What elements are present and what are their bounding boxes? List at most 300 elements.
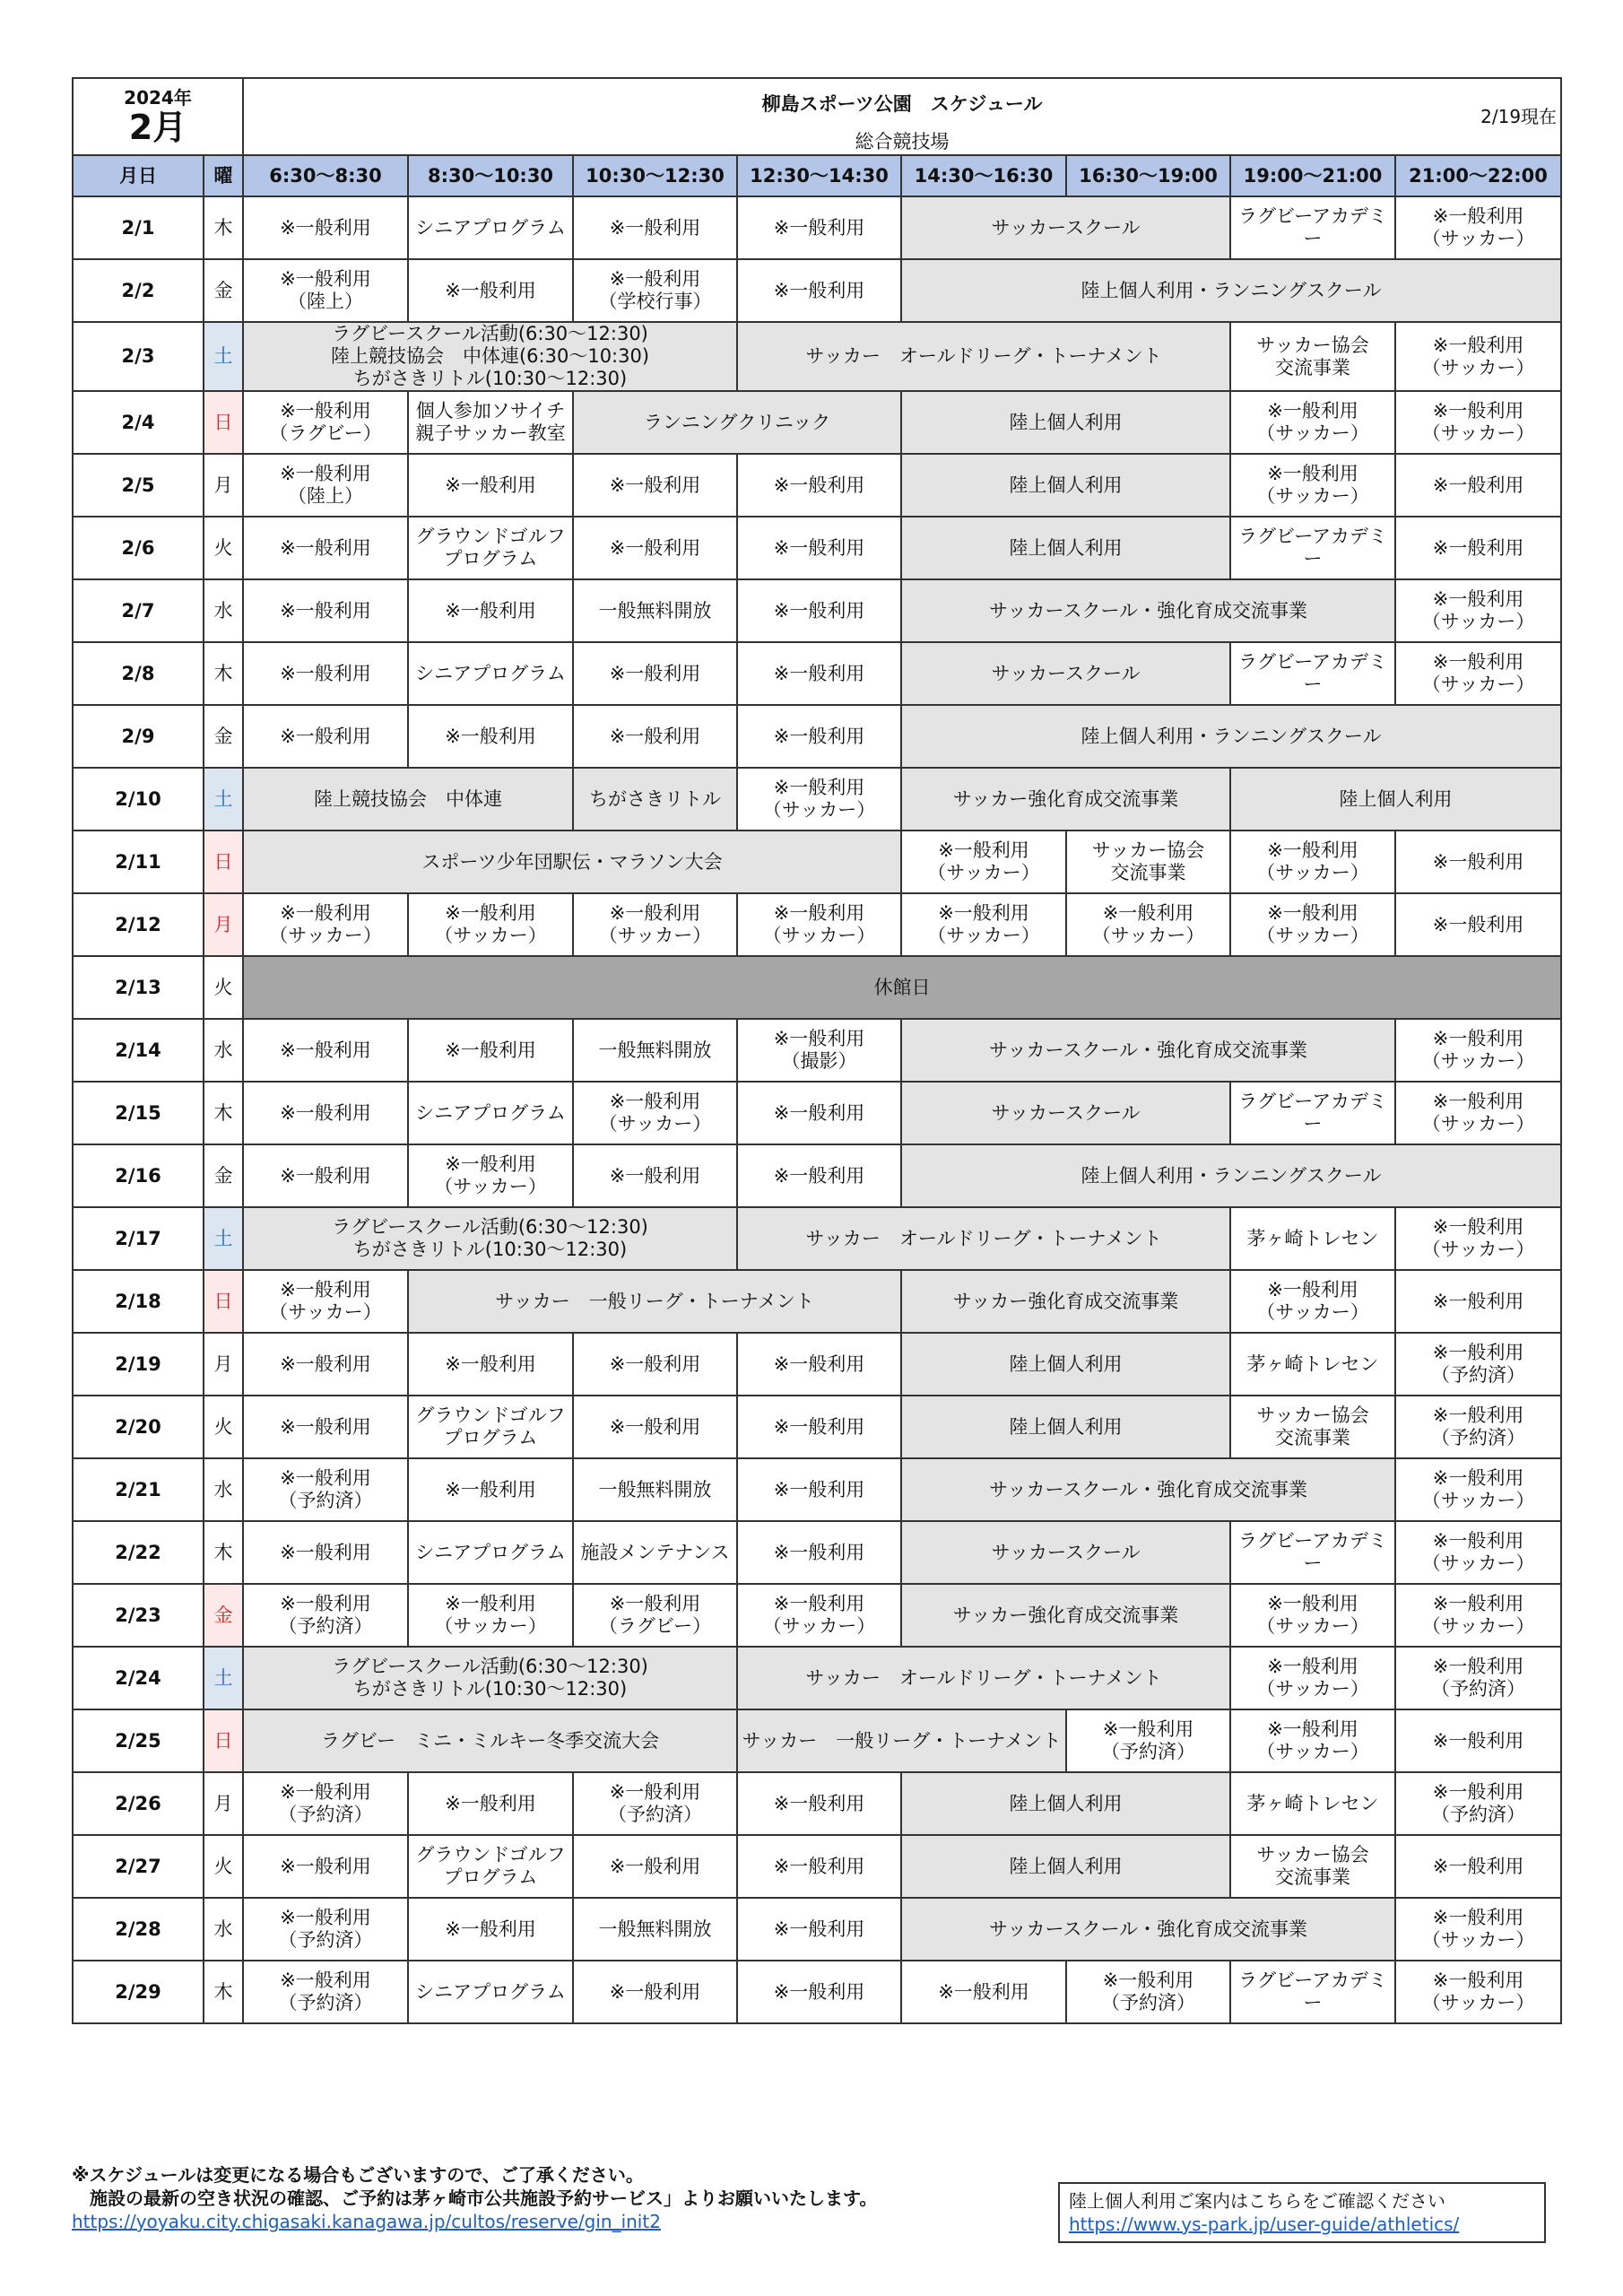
schedule-cell — [1230, 642, 1395, 705]
date-cell: 2/19 — [73, 1333, 204, 1396]
schedule-cell — [1066, 831, 1230, 893]
cell-text: ※一般利用 — [445, 1478, 536, 1500]
schedule-cell — [1230, 322, 1395, 391]
cell-text: ちがさきリトル(10:30〜12:30) — [352, 368, 628, 389]
cell-text: （予約済） — [278, 1929, 373, 1951]
date-cell: 2/7 — [73, 579, 204, 642]
day-row — [73, 1709, 1561, 1772]
cell-text: 交流事業 — [1275, 356, 1351, 378]
cell-text: （サッカー） — [927, 925, 1040, 946]
cell-text: ※一般利用 — [609, 216, 701, 239]
schedule-cell — [408, 893, 573, 956]
cell-text: 一般無料開放 — [598, 1039, 712, 1061]
cell-text: 一般無料開放 — [598, 1918, 712, 1940]
cell-text: ※一般利用 — [1267, 839, 1358, 861]
cell-text: ※一般利用 — [773, 1352, 865, 1375]
schedule-cell — [1395, 579, 1561, 642]
cell-text: サッカー オールドリーグ・トーナメント — [805, 1227, 1162, 1249]
cell-text: ※一般利用 — [445, 1593, 536, 1614]
cell-text: （サッカー） — [1256, 925, 1369, 946]
cell-text: ※一般利用 — [609, 268, 701, 290]
cell-text: （サッカー） — [1421, 228, 1535, 249]
schedule-cell — [901, 705, 1561, 768]
cell-text: ※一般利用 — [445, 1039, 536, 1061]
date-cell: 2/20 — [73, 1396, 204, 1458]
cell-text: （サッカー） — [1256, 422, 1369, 444]
schedule-cell — [901, 1961, 1066, 2023]
schedule-cell — [737, 1207, 1230, 1270]
schedule-cell — [737, 1521, 901, 1584]
schedule-cell — [1066, 1961, 1230, 2023]
schedule-cell — [573, 1396, 737, 1458]
cell-text: （撮影） — [781, 1050, 857, 1072]
cell-text: サッカー強化育成交流事業 — [952, 1290, 1179, 1312]
day-row — [73, 1396, 1561, 1458]
cell-text: ※一般利用 — [773, 777, 865, 798]
schedule-cell — [901, 1019, 1395, 1082]
cell-text: 茅ヶ崎トレセン — [1246, 1352, 1379, 1375]
cell-text: ラグビースクール活動(6:30〜12:30) — [332, 1216, 648, 1238]
note-line-2: 施設の最新の空き状況の確認、ご予約は茅ヶ崎市公共施設予約サービス」よりお願いいたします。 — [72, 2187, 878, 2209]
note-line-1: ※スケジュールは変更になる場合もございますので、ご了承ください。 — [72, 2164, 644, 2186]
slot-header: 10:30〜12:30 — [573, 155, 737, 196]
cell-text: グラウンドゴルフ — [415, 1844, 566, 1866]
day-row — [73, 1521, 1561, 1584]
cell-text: ※一般利用 — [1432, 1781, 1524, 1803]
schedule-cell — [737, 642, 901, 705]
cell-text: （サッカー） — [1421, 674, 1535, 695]
schedule-cell — [1230, 1270, 1395, 1333]
schedule-cell — [573, 893, 737, 956]
page-title-cell — [243, 78, 1561, 130]
schedule-cell — [1395, 642, 1561, 705]
day-row — [73, 1898, 1561, 1961]
schedule-cell — [901, 391, 1230, 454]
dow-cell: 木 — [204, 1082, 243, 1144]
schedule-cell — [243, 579, 408, 642]
athletics-guide-link[interactable]: https://www.ys-park.jp/user-guide/athletics/ — [1069, 2213, 1460, 2235]
schedule-cell — [1066, 1709, 1230, 1772]
cell-text: （サッカー） — [1421, 1615, 1535, 1637]
cell-text: ※一般利用 — [280, 400, 371, 422]
cell-text: （予約済） — [608, 1804, 703, 1825]
cell-text: （サッカー） — [1421, 1050, 1535, 1072]
cell-text: ※一般利用 — [1432, 1970, 1524, 1991]
cell-text: ※一般利用 — [1432, 1216, 1524, 1238]
day-row — [73, 1647, 1561, 1709]
cell-text: ※一般利用 — [280, 536, 371, 559]
date-cell: 2/11 — [73, 831, 204, 893]
dow-cell: 木 — [204, 196, 243, 259]
cell-text: ※一般利用 — [280, 1907, 371, 1928]
cell-text: （予約済） — [1431, 1364, 1526, 1386]
cell-text: ※一般利用 — [1102, 1970, 1194, 1991]
cell-text: ちがさきリトル(10:30〜12:30) — [352, 1678, 628, 1700]
schedule-cell — [243, 1898, 408, 1961]
schedule-cell — [408, 1772, 573, 1835]
schedule-cell — [1230, 517, 1395, 579]
cell-text: （予約済） — [1431, 1678, 1526, 1700]
cell-text: 陸上個人利用 — [1009, 1855, 1123, 1877]
cell-text: （予約済） — [278, 1992, 373, 2013]
date-cell: 2/5 — [73, 454, 204, 517]
schedule-cell — [901, 1333, 1230, 1396]
schedule-cell — [573, 1961, 737, 2023]
day-row — [73, 956, 1561, 1019]
cell-text: ※一般利用 — [609, 1164, 701, 1187]
schedule-cell — [901, 1898, 1395, 1961]
date-cell: 2/3 — [73, 322, 204, 391]
schedule-cell — [1395, 1898, 1561, 1961]
schedule-cell — [901, 1270, 1230, 1333]
schedule-cell — [737, 1396, 901, 1458]
cell-text: プログラム — [443, 548, 538, 570]
schedule-cell — [243, 259, 408, 322]
cell-text: プログラム — [443, 1866, 538, 1888]
schedule-cell — [573, 1584, 737, 1647]
schedule-cell — [737, 196, 901, 259]
date-cell: 2/18 — [73, 1270, 204, 1333]
day-row — [73, 1835, 1561, 1898]
slot-header: 16:30〜19:00 — [1066, 155, 1230, 196]
reservation-link[interactable]: https://yoyaku.city.chigasaki.kanagawa.jp/cultos/reserve/gin_init2 — [72, 2211, 661, 2232]
slot-header: 19:00〜21:00 — [1230, 155, 1395, 196]
schedule-cell — [1395, 1647, 1561, 1709]
schedule-cell — [901, 831, 1066, 893]
cell-text: ※一般利用 — [280, 725, 371, 747]
schedule-cell — [408, 579, 573, 642]
cell-text: ※一般利用 — [1102, 902, 1194, 924]
cell-text: サッカー強化育成交流事業 — [952, 1604, 1179, 1626]
cell-text: ※一般利用 — [1267, 1279, 1358, 1300]
month-label: 2月 — [128, 108, 187, 147]
cell-text: サッカースクール・強化育成交流事業 — [988, 1918, 1308, 1940]
schedule-cell — [1230, 1709, 1395, 1772]
dow-cell: 日 — [204, 831, 243, 893]
date-cell: 2/14 — [73, 1019, 204, 1082]
cell-text: （サッカー） — [1421, 1929, 1535, 1951]
schedule-cell — [243, 454, 408, 517]
cell-text: ※一般利用 — [445, 599, 536, 622]
date-cell: 2/2 — [73, 259, 204, 322]
cell-text: （サッカー） — [1421, 1552, 1535, 1574]
cell-text: ※一般利用 — [280, 1164, 371, 1187]
cell-text: （陸上） — [288, 485, 364, 507]
schedule-cell — [1230, 1333, 1395, 1396]
cell-text: （サッカー） — [1256, 1615, 1369, 1637]
cell-text: 陸上個人利用 — [1009, 1792, 1123, 1814]
schedule-cell — [737, 259, 901, 322]
schedule-cell — [737, 1835, 901, 1898]
schedule-cell — [243, 642, 408, 705]
day-row — [73, 1584, 1561, 1647]
cell-text: ※一般利用 — [1432, 400, 1524, 422]
schedule-cell — [573, 705, 737, 768]
cell-text: ※一般利用 — [445, 1352, 536, 1375]
schedule-cell — [1395, 1396, 1561, 1458]
schedule-cell — [1395, 454, 1561, 517]
cell-text: 交流事業 — [1110, 862, 1186, 883]
schedule-cell — [1395, 1207, 1561, 1270]
schedule-cell — [1230, 1584, 1395, 1647]
schedule-cell — [1395, 1772, 1561, 1835]
schedule-cell — [573, 1458, 737, 1521]
cell-text: ※一般利用 — [773, 599, 865, 622]
cell-text: 交流事業 — [1275, 1427, 1351, 1448]
date-cell: 2/23 — [73, 1584, 204, 1647]
schedule-cell — [243, 1458, 408, 1521]
cell-text: ※一般利用 — [773, 662, 865, 684]
day-row — [73, 893, 1561, 956]
schedule-cell — [573, 1772, 737, 1835]
cell-text: 陸上個人利用 — [1009, 1352, 1123, 1375]
cell-text: ※一般利用 — [280, 1855, 371, 1877]
schedule-cell — [1395, 517, 1561, 579]
schedule-cell — [408, 196, 573, 259]
cell-text: ※一般利用 — [1432, 1342, 1524, 1363]
cell-text: ※一般利用 — [1432, 205, 1524, 227]
cell-text: （予約済） — [1431, 1804, 1526, 1825]
schedule-cell — [1395, 1270, 1561, 1333]
schedule-cell — [573, 1082, 737, 1144]
schedule-cell — [737, 1772, 901, 1835]
dow-cell: 木 — [204, 642, 243, 705]
schedule-cell — [737, 1898, 901, 1961]
page-title: 柳島スポーツ公園 スケジュール — [761, 93, 1043, 115]
cell-text: ※一般利用 — [1432, 850, 1524, 873]
schedule-cell — [408, 517, 573, 579]
schedule-cell — [737, 768, 901, 831]
cell-text: ※一般利用 — [1432, 1593, 1524, 1614]
schedule-cell — [408, 1835, 573, 1898]
dow-cell: 金 — [204, 1144, 243, 1207]
cell-text: ラグビーアカデミー — [1238, 1970, 1387, 2013]
cell-text: （サッカー） — [598, 925, 712, 946]
cell-text: ※一般利用 — [609, 902, 701, 924]
date-cell: 2/4 — [73, 391, 204, 454]
cell-text: サッカー オールドリーグ・トーナメント — [805, 345, 1162, 367]
date-cell: 2/24 — [73, 1647, 204, 1709]
cell-text: サッカー オールドリーグ・トーナメント — [805, 1666, 1162, 1689]
day-row — [73, 1458, 1561, 1521]
cell-text: ※一般利用 — [773, 1593, 865, 1614]
cell-text: シニアプログラム — [415, 216, 566, 239]
schedule-cell — [901, 454, 1230, 517]
cell-text: （サッカー） — [762, 799, 876, 821]
cell-text: ※一般利用 — [445, 474, 536, 496]
cell-text: ※一般利用 — [280, 268, 371, 290]
year-label: 2024年 — [124, 87, 192, 109]
dow-cell: 日 — [204, 1270, 243, 1333]
year-month-cell — [73, 78, 243, 155]
day-row — [73, 454, 1561, 517]
schedule-cell — [1395, 196, 1561, 259]
slot-header: 8:30〜10:30 — [408, 155, 573, 196]
cell-text: サッカー協会 — [1256, 334, 1369, 356]
cell-text: サッカースクール — [991, 662, 1141, 684]
day-row — [73, 391, 1561, 454]
cell-text: （予約済） — [1101, 1741, 1196, 1762]
schedule-cell — [1230, 1835, 1395, 1898]
cell-text: ※一般利用 — [1432, 474, 1524, 496]
date-cell: 2/12 — [73, 893, 204, 956]
schedule-cell — [243, 1961, 408, 2023]
dow-cell: 水 — [204, 1019, 243, 1082]
schedule-cell — [573, 1521, 737, 1584]
cell-text: ※一般利用 — [1267, 400, 1358, 422]
schedule-cell — [573, 1144, 737, 1207]
cell-text: ※一般利用 — [773, 1855, 865, 1877]
cell-text: ※一般利用 — [609, 1091, 701, 1112]
day-row — [73, 196, 1561, 259]
schedule-cell — [243, 391, 408, 454]
schedule-cell — [1230, 831, 1395, 893]
cell-text: 陸上個人利用・ランニングスクール — [1081, 1164, 1382, 1187]
cell-text: 陸上個人利用 — [1009, 536, 1123, 559]
cell-text: ※一般利用 — [1267, 1718, 1358, 1740]
cell-text: サッカー協会 — [1256, 1844, 1369, 1866]
cell-text: ※一般利用 — [1432, 913, 1524, 935]
cell-text: ※一般利用 — [609, 1593, 701, 1614]
cell-text: ※一般利用 — [773, 1918, 865, 1940]
cell-text: ※一般利用 — [1432, 1907, 1524, 1928]
dow-cell: 金 — [204, 1584, 243, 1647]
cell-text: （サッカー） — [1256, 1678, 1369, 1700]
cell-text: ラグビースクール活動(6:30〜12:30) — [332, 323, 648, 344]
date-cell: 2/21 — [73, 1458, 204, 1521]
cell-text: ※一般利用 — [938, 839, 1029, 861]
schedule-cell — [737, 1709, 1066, 1772]
cell-text: ※一般利用 — [280, 1101, 371, 1124]
slot-header: 14:30〜16:30 — [901, 155, 1066, 196]
cell-text: ※一般利用 — [1267, 1656, 1358, 1677]
schedule-cell — [1395, 1835, 1561, 1898]
dow-column-header: 曜 — [204, 155, 243, 196]
header-row — [73, 155, 1561, 196]
day-row — [73, 642, 1561, 705]
schedule-cell — [408, 1333, 573, 1396]
cell-text: グラウンドゴルフ — [415, 526, 566, 547]
as-of-date: 2/19現在 — [1480, 106, 1558, 127]
schedule-table — [72, 77, 1562, 2024]
cell-text: （サッカー） — [1421, 1992, 1535, 2013]
cell-text: ※一般利用 — [609, 1352, 701, 1375]
cell-text: シニアプログラム — [415, 1541, 566, 1563]
schedule-cell — [1395, 322, 1561, 391]
cell-text: ※一般利用 — [1432, 1467, 1524, 1489]
cell-text: （サッカー） — [598, 1113, 712, 1135]
date-cell: 2/16 — [73, 1144, 204, 1207]
cell-text: サッカースクール・強化育成交流事業 — [988, 1039, 1308, 1061]
day-row — [73, 517, 1561, 579]
cell-text: （サッカー） — [1256, 485, 1369, 507]
cell-text: ※一般利用 — [609, 1855, 701, 1877]
schedule-cell — [901, 893, 1066, 956]
cell-text: ちがさきリトル(10:30〜12:30) — [352, 1239, 628, 1260]
cell-text: サッカースクール — [991, 1541, 1141, 1563]
schedule-cell — [1395, 1521, 1561, 1584]
dow-cell: 月 — [204, 893, 243, 956]
dow-cell: 月 — [204, 454, 243, 517]
schedule-cell — [243, 1709, 737, 1772]
cell-text: ※一般利用 — [280, 1467, 371, 1489]
cell-text: （予約済） — [1431, 1427, 1526, 1448]
cell-text: （サッカー） — [1421, 611, 1535, 632]
schedule-cell — [243, 1082, 408, 1144]
date-cell: 2/28 — [73, 1898, 204, 1961]
cell-text: （サッカー） — [434, 1615, 547, 1637]
cell-text: （サッカー） — [269, 1301, 382, 1323]
cell-text: ※一般利用 — [445, 1792, 536, 1814]
notes — [72, 2163, 1040, 2233]
schedule-cell — [243, 1396, 408, 1458]
cell-text: 陸上競技協会 中体連 — [314, 787, 503, 810]
schedule-cell — [1395, 1584, 1561, 1647]
schedule-cell — [737, 454, 901, 517]
closed-day-cell — [243, 956, 1561, 1019]
cell-text: サッカー 一般リーグ・トーナメント — [742, 1729, 1062, 1752]
dow-cell: 日 — [204, 1709, 243, 1772]
schedule-cell — [573, 768, 737, 831]
schedule-cell — [408, 259, 573, 322]
day-row — [73, 768, 1561, 831]
cell-text: （サッカー） — [762, 1615, 876, 1637]
schedule-cell — [1230, 391, 1395, 454]
cell-text: ※一般利用 — [609, 725, 701, 747]
schedule-cell — [901, 579, 1395, 642]
schedule-cell — [737, 517, 901, 579]
cell-text: ※一般利用 — [1432, 1855, 1524, 1877]
schedule-cell — [1395, 1082, 1561, 1144]
schedule-cell — [408, 1521, 573, 1584]
cell-text: ※一般利用 — [1267, 463, 1358, 484]
schedule-cell — [408, 1961, 573, 2023]
cell-text: ※一般利用 — [773, 474, 865, 496]
schedule-cell — [573, 1333, 737, 1396]
cell-text: （サッカー） — [434, 925, 547, 946]
schedule-cell — [737, 322, 1230, 391]
cell-text: サッカー協会 — [1091, 839, 1205, 861]
schedule-cell — [243, 1270, 408, 1333]
cell-text: 一般無料開放 — [598, 1478, 712, 1500]
date-cell: 2/25 — [73, 1709, 204, 1772]
date-cell: 2/10 — [73, 768, 204, 831]
cell-text: （サッカー） — [269, 925, 382, 946]
schedule-cell — [573, 1019, 737, 1082]
cell-text: サッカースクール — [991, 1101, 1141, 1124]
day-row — [73, 579, 1561, 642]
cell-text: サッカースクール — [991, 216, 1141, 239]
schedule-cell — [737, 893, 901, 956]
schedule-cell — [901, 517, 1230, 579]
schedule-cell — [737, 579, 901, 642]
cell-text: ※一般利用 — [773, 1101, 865, 1124]
cell-text: 茅ヶ崎トレセン — [1246, 1227, 1379, 1249]
cell-text: 個人参加ソサイチ — [415, 400, 566, 422]
cell-text: ※一般利用 — [280, 1039, 371, 1061]
schedule-cell — [901, 768, 1230, 831]
cell-text: ※一般利用 — [280, 599, 371, 622]
cell-text: ※一般利用 — [280, 1352, 371, 1375]
cell-text: （サッカー） — [1421, 422, 1535, 444]
schedule-cell — [408, 454, 573, 517]
schedule-cell — [408, 1082, 573, 1144]
day-row — [73, 705, 1561, 768]
schedule-cell — [737, 1584, 901, 1647]
schedule-cell — [1395, 391, 1561, 454]
schedule-cell — [243, 196, 408, 259]
cell-text: ※一般利用 — [773, 1980, 865, 2003]
